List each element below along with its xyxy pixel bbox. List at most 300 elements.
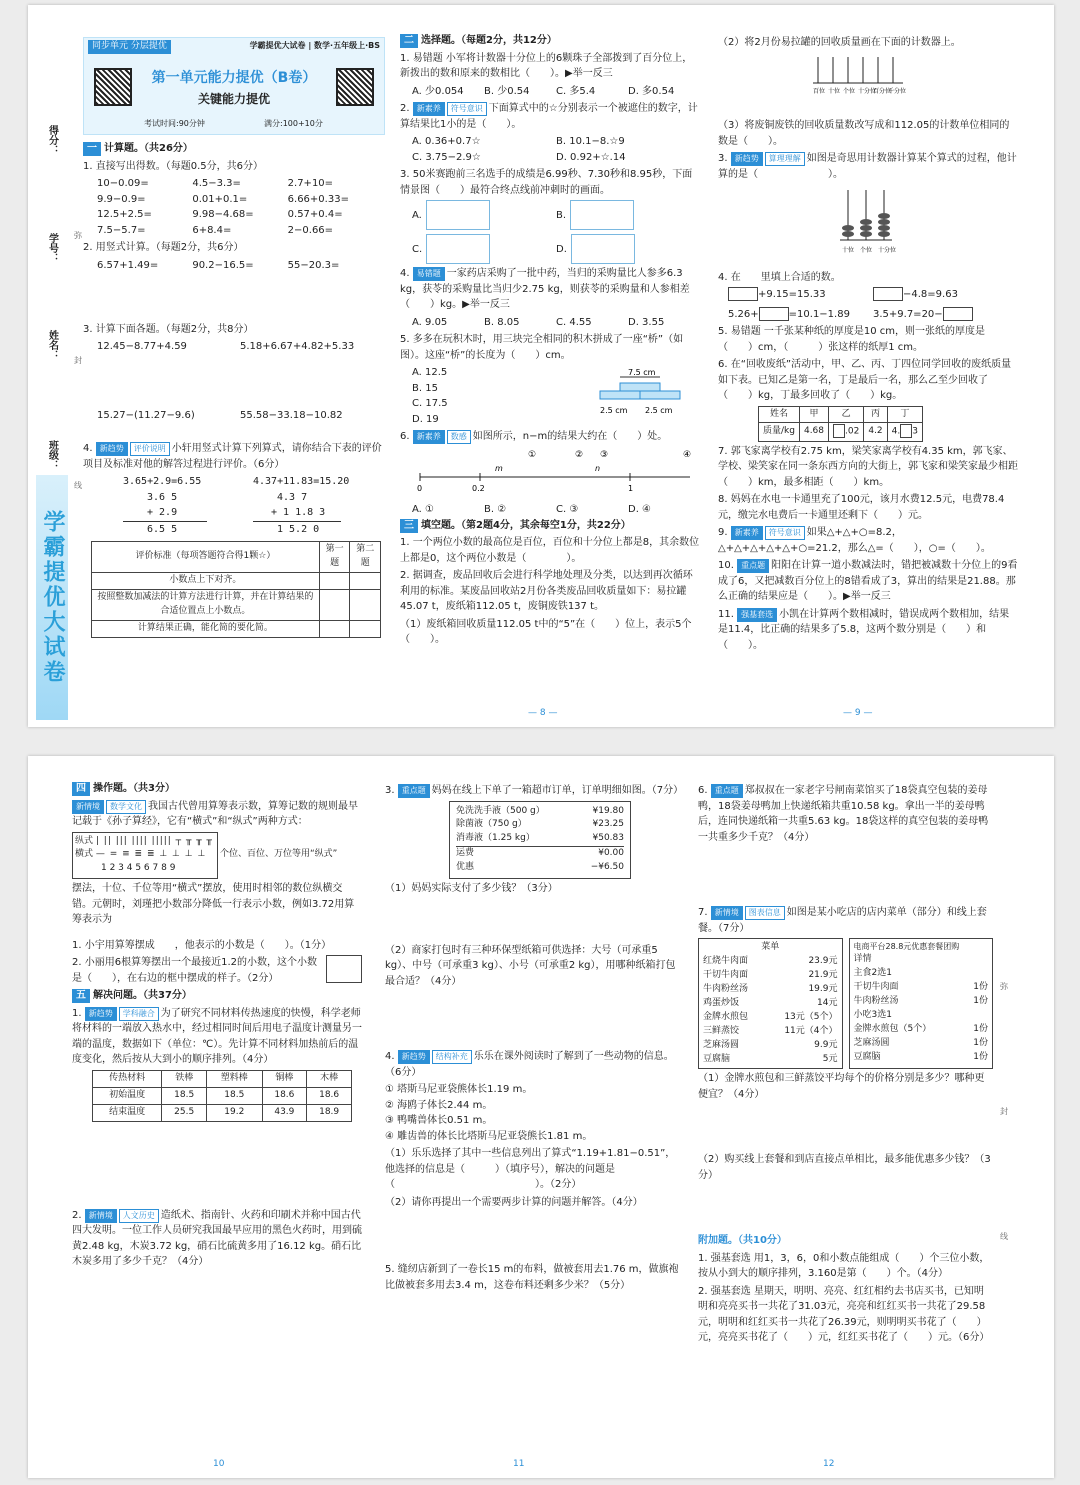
bottom-spread bbox=[28, 756, 1054, 1478]
menu-price: 14元 bbox=[817, 997, 838, 1008]
options bbox=[400, 134, 700, 165]
bridge-bottom-label: 2.5 cm bbox=[600, 406, 628, 415]
option: B. 10.1−8.☆9 bbox=[556, 136, 625, 147]
table-cell: 18.9 bbox=[307, 1104, 352, 1121]
student-id-label: 学号： bbox=[46, 233, 58, 263]
menu-item: 干切牛肉面 bbox=[703, 969, 749, 980]
question-text: （1）废纸箱回收质量112.05 t中的“5”在（ ）位上，表示5个（ ）。 bbox=[400, 618, 692, 645]
question-text: 4. 在 里填上合适的数。 bbox=[718, 271, 841, 283]
combo-item: 主食2选1 bbox=[853, 968, 892, 979]
combo-item: 小吃3选1 bbox=[853, 1010, 892, 1021]
table-row bbox=[759, 423, 923, 441]
menu-item: 牛肉粉丝汤 bbox=[703, 983, 749, 994]
option: C. bbox=[412, 244, 423, 255]
menu-row bbox=[703, 1011, 838, 1025]
table-header: 塑料棒 bbox=[207, 1070, 262, 1087]
combo-qty: 1份 bbox=[973, 982, 988, 993]
math-item: 9.9−0.9= bbox=[97, 193, 146, 205]
table-header: 第一题 bbox=[319, 542, 350, 573]
menu-row bbox=[703, 969, 838, 983]
table-cell: 19.2 bbox=[207, 1104, 262, 1121]
option: C. 4.55 bbox=[556, 316, 592, 328]
options bbox=[400, 502, 700, 518]
table-cell: 43.9 bbox=[262, 1104, 307, 1121]
question-tag: 新趋势 bbox=[85, 1007, 117, 1021]
receipt-item: 除菌液（750 g） bbox=[456, 819, 527, 830]
question-text: 一家药店采购了一批中药，当归的采购量比人参多6.3 kg，获苓的采购量比当归少2.75 kg，则获苓的采购量和人参相差（ ）kg。▶举一反三 bbox=[400, 268, 690, 310]
equation: 3.65+2.9=6.55 bbox=[123, 476, 202, 487]
math-item: 90.2−16.5= bbox=[192, 259, 254, 271]
bridge-diagram bbox=[590, 365, 700, 427]
abacus-label: 十位 bbox=[828, 87, 841, 95]
question-6: 6. 重点题 郑叔叔在一家老字号闸南菜馆买了18袋真空包装的姜母鸭，18袋姜母鸭加上快递纸箱共重10.58 kg。拿出一半的姜母鸭后，连同快递纸箱一共重5.63 kg。18袋这样的真空包装的姜母鸭一共重多少千克？（4分） bbox=[698, 785, 989, 843]
option: C. 3.75−2.9☆ bbox=[412, 151, 481, 163]
table-cell: 计算结果正确，能化简的要化简。 bbox=[92, 620, 320, 637]
column-p11 bbox=[385, 781, 685, 1295]
table-cell: 小数点上下对齐。 bbox=[92, 572, 320, 589]
table-header: 乙 bbox=[829, 406, 864, 423]
table-cell: 4.68 bbox=[799, 423, 828, 441]
option: A. 12.5 bbox=[412, 367, 448, 378]
store-menu bbox=[698, 938, 843, 1069]
info-item: ② 海鸥子体长2.44 m。 bbox=[385, 1099, 493, 1111]
math-item: 2−0.66= bbox=[287, 224, 334, 236]
binding-strip bbox=[28, 5, 76, 727]
question-tag: 结构补充 bbox=[432, 1050, 472, 1064]
fold-mark: 封 bbox=[1000, 1107, 1008, 1116]
question-9: 9. 新素养 符号意识 如果△+△+○=8.2，△+△+△+△+△+○=21.2，那么△=（ ），○=（ ）。 bbox=[718, 527, 991, 554]
question-tag: 重点题 bbox=[711, 784, 743, 798]
receipt-price: ¥50.83 bbox=[592, 833, 624, 844]
abacus-label: 十分位 bbox=[858, 87, 877, 95]
math-item: 7.5−5.7= bbox=[97, 224, 146, 236]
answer-box[interactable] bbox=[873, 287, 903, 301]
receipt-item: 免洗洗手液（500 g） bbox=[456, 805, 545, 816]
math-item: 12.45−8.77+4.59 bbox=[97, 341, 187, 352]
math-item: 0.57+0.4= bbox=[287, 209, 343, 220]
question-text: 6. 在“回收废纸”活动中，甲、乙、丙、丁四位同学回收的废纸质量如下表。已知乙是第一名，丁是最后一名，那么乙至少回收了（ ）kg，丁最多回收了（ ）kg。 bbox=[718, 359, 1012, 401]
math-item: 55−20.3= bbox=[287, 259, 340, 271]
question-tag: 新素养 bbox=[413, 430, 445, 444]
table-cell: 初始温度 bbox=[93, 1087, 162, 1104]
question-text: 2. 用竖式计算。（每题2分，共6分） bbox=[83, 242, 244, 253]
column-p10 bbox=[72, 781, 362, 1272]
question-2: 2. 新素养 符号意识 下面算式中的☆分别表示一个被遮住的数字，计算结果比1小的是（ ）。 bbox=[400, 103, 698, 130]
question-text: 摆法，十位、千位等用“横式”摆放，使用时相邻的数位纵横交错。元朝时，刘瑾把小数部分降低一行表示小数，例如3.72用算筹表示为 bbox=[72, 883, 355, 926]
table-cell: 4.2 bbox=[864, 423, 887, 441]
receipt-price: ¥23.25 bbox=[592, 819, 624, 830]
mark-4: ④ bbox=[683, 449, 692, 460]
section-num: 二 bbox=[400, 34, 418, 48]
question-text: 5. 多多在玩积木时，用三块完全相同的积木拼成了一座“桥”（如图）。这座“桥”的长度为（ ）cm。 bbox=[400, 334, 684, 361]
math-item: 5.18+6.67+4.82+5.33 bbox=[240, 341, 355, 352]
combo-qty: 1份 bbox=[973, 1024, 988, 1035]
column-p8-right bbox=[400, 33, 700, 650]
mark-1: ① bbox=[528, 449, 537, 460]
table-header: 木棒 bbox=[307, 1070, 352, 1087]
table-cell: 18.5 bbox=[162, 1087, 207, 1104]
receipt-item: 消毒液（1.25 kg） bbox=[456, 833, 535, 844]
menu-row bbox=[703, 1025, 838, 1039]
math-item: 9.98−4.68= bbox=[192, 209, 254, 220]
question-text: 1. 小宇用算筹摆成 ，他表示的小数是（ ）。（1分） bbox=[72, 939, 332, 951]
option: C. 17.5 bbox=[412, 398, 448, 409]
combo-qty: 1份 bbox=[973, 1038, 988, 1049]
abacus-label: 百位 bbox=[813, 87, 826, 95]
question-text: 5. 易错题 一千张某种纸的厚度是10 cm，则一张纸的厚度是（ ）cm，（ ）张这样的纸厚1 cm。 bbox=[718, 326, 986, 353]
question-tag: 新情境 bbox=[85, 1209, 117, 1223]
option: D. bbox=[556, 244, 567, 255]
question-tag: 数感 bbox=[447, 430, 471, 444]
tick-label: 0.2 bbox=[472, 483, 485, 493]
fill-item: −4.8=9.63 bbox=[903, 289, 958, 300]
question-text: 阳阳在计算一道小数减法时，错把被减数十分位上的9看成了6，又把减数百分位上的8错看成了3，算出的结果是21.88。那么正确的结果应是（ ）。▶举一反三 bbox=[718, 560, 1018, 603]
section-num: 四 bbox=[72, 782, 90, 796]
question-text: （1）金牌水煎包和三鲜蒸饺平均每个的价格分别是多少？哪种更便宜？（4分） bbox=[698, 1073, 985, 1100]
question-text: 5. 缝纫店新到了一卷长15 m的布料，做被套用去1.76 m，做旗袍比做被套多用去3.4 m，这卷布料还剩多少米？（5分） bbox=[385, 1264, 679, 1291]
runner-illustration bbox=[570, 200, 634, 230]
menu-title: 菜单 bbox=[761, 942, 780, 952]
combo-item: 详情 bbox=[853, 954, 872, 965]
menu-item: 鸡蛋炒饭 bbox=[703, 997, 740, 1008]
table-header: 第二题 bbox=[350, 542, 381, 573]
table-header: 铜棒 bbox=[262, 1070, 307, 1087]
page-title: 第一单元能力提优（B卷） bbox=[151, 70, 317, 86]
receipt-price: ¥19.80 bbox=[592, 805, 624, 816]
question-tag: 强基套选 bbox=[737, 608, 777, 622]
fill-item: 5.26+ bbox=[728, 308, 759, 320]
math-item: 6+8.4= bbox=[192, 224, 232, 236]
question-text: 如图所示，n−m的结果大约在（ ）处。 bbox=[472, 431, 668, 442]
unit-header bbox=[83, 37, 385, 135]
option: D. 3.55 bbox=[628, 316, 665, 328]
combo-row bbox=[854, 1037, 989, 1051]
question-text: 小轩用竖式计算下列算式，请你结合下表的评价项目及标准对他的解答过程进行评价。（6分） bbox=[83, 443, 382, 470]
option: C. ③ bbox=[556, 504, 579, 515]
table-cell: .02 bbox=[845, 426, 860, 437]
question-text: 2. 据调查，废品回收后会进行科学地处理及分类，以达到再次循环利用的标准。某废品回收站2月份各类废品回收质量如下：易拉罐45.07 t，废纸箱112.05 t，废铜废铁137 t。 bbox=[400, 570, 693, 612]
option: D. 0.92+☆.14 bbox=[556, 151, 626, 163]
question-text: 造纸术、指南针、火药和印刷术并称中国古代四大发明。一位工作人员研究我国最早应用的黑色火药时，用到硫黄2.48 kg，木炭3.72 kg，硝石比硫黄多用了16.12 kg。硝石比木炭多用了多少千克？（4分） bbox=[72, 1209, 362, 1268]
fold-mark: 弥 bbox=[74, 231, 82, 240]
info-item: ③ 鸭嘴兽体长0.51 m。 bbox=[385, 1115, 493, 1127]
question-tag: 算理理解 bbox=[765, 152, 805, 166]
question-2: 2. 新情境 人文历史 造纸术、指南针、火药和印刷术并称中国古代四大发明。一位工作人员研究我国最早应用的黑色火药时，用到硫黄2.48 kg，木炭3.72 kg，硝石比硫黄多用了16.12 kg。硝石比木炭多用了多少千克？（4分） bbox=[72, 1209, 362, 1268]
combo-row bbox=[854, 995, 989, 1009]
bridge-question bbox=[400, 365, 700, 427]
question-tag: 易错题 bbox=[413, 267, 445, 281]
question-text: 8. 妈妈在水电一卡通里充了100元，该月水费12.5元，电费78.4元，缴完水电费后一卡通里还剩下（ ）元。 bbox=[718, 494, 1005, 521]
rod-numbers: 1 2 3 4 5 6 7 8 9 bbox=[101, 863, 176, 874]
table-cell: 18.6 bbox=[262, 1087, 307, 1104]
question-3: 3. 重点题 妈妈在线上下单了一箱超市订单，订单明细如图。（7分） bbox=[385, 785, 684, 796]
menu-price: 23.9元 bbox=[808, 955, 838, 966]
question-tag: 新趋势 bbox=[398, 1050, 430, 1064]
mark-2: ② bbox=[575, 449, 584, 460]
table-header: 铁棒 bbox=[162, 1070, 207, 1087]
evaluation-table bbox=[91, 541, 381, 638]
question-text: 7. 郭飞家离学校有2.75 km，梁笑家离学校有4.35 km，郭飞家、学校、梁笑家在同一条东西方向的大街上，郭飞家和梁笑家最少相距（ ）km，最多相距（ ）km。 bbox=[718, 445, 1018, 488]
question-6: 6. 新素养 数感 如图所示，n−m的结果大约在（ ）处。 bbox=[400, 431, 668, 442]
equation: 4.37+11.83=15.20 bbox=[253, 476, 350, 487]
abacus-label: 十位 bbox=[842, 247, 855, 254]
question-text: 妈妈在线上下单了一箱超市订单，订单明细如图。（7分） bbox=[431, 785, 684, 796]
qr-code bbox=[336, 68, 374, 106]
mental-math-grid bbox=[83, 176, 383, 238]
table-header: 传热材料 bbox=[93, 1070, 162, 1087]
question-4: 4. 新趋势 结构补充 乐乐在课外阅读时了解到了一些动物的信息。（6分） bbox=[385, 1051, 674, 1078]
question-tag: 符号意识 bbox=[765, 526, 805, 540]
table-cell: 4. bbox=[891, 426, 901, 437]
class-label: 班级： bbox=[46, 440, 58, 470]
question-tag: 图表信息 bbox=[745, 906, 785, 920]
combo-item: 牛肉粉丝汤 bbox=[853, 996, 899, 1007]
menu-price: 5元 bbox=[822, 1053, 838, 1064]
table-row bbox=[92, 572, 381, 589]
option: A. 少0.054 bbox=[412, 85, 464, 97]
math-item: 55.58−33.18−10.82 bbox=[240, 410, 343, 421]
page-number: 11 bbox=[513, 1459, 525, 1470]
page-number: — 9 — bbox=[843, 708, 873, 719]
table-header: 评价标准（每项答题符合得1颗☆） bbox=[92, 542, 320, 573]
question-tag: 新情境 bbox=[72, 800, 104, 814]
question-text: （3）将废铜废铁的回收质量数改写成和112.05的计数单位相同的数是（ ）。 bbox=[718, 120, 1010, 147]
option: D. 多0.54 bbox=[628, 85, 675, 97]
answer-box[interactable] bbox=[728, 287, 758, 301]
order-receipt bbox=[449, 801, 631, 880]
table-cell: 3 bbox=[912, 426, 918, 437]
bonus-title: 附加题。（共10分） bbox=[698, 1235, 787, 1247]
combo-row bbox=[854, 1023, 989, 1037]
work-line: 1 5.2 0 bbox=[277, 523, 320, 535]
answer-box[interactable] bbox=[900, 424, 912, 438]
work-line: 6.5 5 bbox=[147, 523, 178, 535]
qr-code bbox=[94, 68, 132, 106]
receipt-row bbox=[456, 805, 624, 819]
option: B. 8.05 bbox=[484, 316, 520, 328]
top-spread bbox=[28, 5, 1054, 727]
answer-box[interactable] bbox=[326, 955, 362, 983]
table-cell: 质量/kg bbox=[759, 423, 800, 441]
page-subtitle: 关键能力提优 bbox=[197, 92, 270, 106]
table-header: 姓名 bbox=[759, 406, 800, 423]
menu-row bbox=[703, 1039, 838, 1053]
combo-row bbox=[854, 1009, 989, 1023]
fold-mark: 封 bbox=[74, 356, 82, 365]
section-title: 填空题。（第2题4分，其余每空1分，共22分） bbox=[421, 519, 631, 531]
answer-box[interactable] bbox=[833, 424, 845, 438]
table-cell: 18.6 bbox=[307, 1087, 352, 1104]
question-text: （2）购买线上套餐和到店直接点单相比，最多能优惠多少钱？（3分） bbox=[698, 1154, 991, 1181]
question-text: （2）将2月份易拉罐的回收质量画在下面的计数器上。 bbox=[718, 37, 961, 48]
vertical-calc-grid bbox=[83, 258, 383, 320]
section-title: 选择题。（每题2分，共12分） bbox=[421, 35, 557, 46]
table-cell: 结束温度 bbox=[93, 1104, 162, 1121]
menu-item: 红烧牛肉面 bbox=[703, 955, 749, 966]
receipt-row bbox=[456, 847, 624, 861]
table-header: 丙 bbox=[864, 406, 887, 423]
option: A. bbox=[412, 210, 422, 221]
math-item: 15.27−(11.27−9.6) bbox=[97, 410, 195, 421]
runner-illustration bbox=[426, 234, 490, 264]
question-2 bbox=[72, 955, 362, 986]
question-text: 小凯在计算两个数相减时，错误成两个数相加，结果是11.4，比正确的结果多了5.8，这两个数分别是（ ）和（ ）。 bbox=[718, 608, 1010, 651]
bridge-bottom-label: 2.5 cm bbox=[645, 406, 673, 415]
question-4: 4. 新趋势 评价说明 小轩用竖式计算下列算式，请你结合下表的评价项目及标准对他的解答过程进行评价。（6分） bbox=[83, 443, 382, 470]
runner-illustration bbox=[571, 234, 635, 264]
abacus-label: 个位 bbox=[860, 247, 873, 254]
section-title: 操作题。（共3分） bbox=[93, 783, 175, 794]
question-tag: 重点题 bbox=[398, 784, 430, 798]
brand-banner: 学霸提优大试卷 bbox=[36, 475, 68, 720]
option: A. ① bbox=[412, 504, 434, 515]
section-title: 计算题。（共26分） bbox=[104, 143, 193, 154]
answer-box[interactable] bbox=[943, 307, 973, 321]
receipt-item: 运费 bbox=[456, 848, 475, 859]
receipt-row bbox=[456, 832, 624, 847]
name-label: 姓名： bbox=[46, 330, 58, 360]
question-text: （2）请你再提出一个需要两步计算的问题并解答。（4分） bbox=[385, 1196, 643, 1208]
full-score: 满分:100+10分 bbox=[264, 119, 323, 128]
table-cell: 18.5 bbox=[207, 1087, 262, 1104]
menu-price: 11元（4个） bbox=[784, 1025, 838, 1036]
question-text: 1. 易错题 小军将计数器十分位上的6颗珠子全部拨到了百分位上，新拨出的数和原来的数相比（ ）。▶举一反三 bbox=[400, 52, 693, 79]
table-header: 甲 bbox=[799, 406, 828, 423]
counting-rods: 纵式 | || ||| |||| ||||| ┬ ╥ ╥ ╥ 横式 — = ≡ ≣ ≣ ⊥ ⊥ ⊥ ⊥ 1 2 3 4 5 6 7 8 9 个位、百位、万位等用“纵式” bbox=[72, 832, 362, 880]
image-options bbox=[400, 200, 700, 264]
question-text: （2）商家打包时有三种环保型纸箱可供选择：大号（可承重5 kg）、中号（可承重3 kg）、小号（可承重2 kg），用哪种纸箱打包最合适？（4分） bbox=[385, 944, 676, 987]
score-label: 得分： bbox=[46, 125, 58, 155]
abacus-beads bbox=[718, 184, 1018, 262]
question-11: 11. 强基套选 小凯在计算两个数相减时，错误成两个数相加，结果是11.4，比正确的结果多了5.8，这两个数分别是（ ）和（ ）。 bbox=[718, 608, 1010, 651]
question-text: 2. 小丽用6根算筹摆出一个最接近1.2的小数，这个小数是（ ），在右边的框中摆成的样子。（2分） bbox=[72, 957, 317, 984]
question-10: 10. 重点题 阳阳在计算一道小数减法时，错把被减数十分位上的9看成了6，又把减数百分位上的8错看成了3，算出的结果是21.88。那么正确的结果应是（ ）。▶举一反三 bbox=[718, 560, 1018, 603]
column-p12 bbox=[698, 781, 993, 1348]
abacus-label: 十分位 bbox=[878, 247, 897, 254]
question-text: 1. 直接写出得数。（每题0.5分，共6分） bbox=[83, 160, 263, 172]
option: A. 9.05 bbox=[412, 316, 448, 328]
work-line: 4.3 7 bbox=[277, 491, 308, 503]
page-number: — 8 — bbox=[528, 708, 558, 719]
option: B. 15 bbox=[412, 382, 438, 394]
menu-price: 9.9元 bbox=[814, 1039, 838, 1050]
combo-row bbox=[854, 967, 989, 981]
combo-item: 金牌水煎包（5个） bbox=[853, 1024, 932, 1035]
menu-price: 19.9元 bbox=[808, 983, 838, 994]
combo-row bbox=[854, 953, 989, 967]
math-item: 4.5−3.3= bbox=[192, 178, 241, 189]
receipt-item: 优惠 bbox=[456, 862, 475, 873]
combo-item: 芝麻汤圆 bbox=[853, 1038, 890, 1049]
question-text: 3. 50米赛跑前三名选手的成绩是6.99秒、7.30秒和8.95秒，下面情景图（ ）最符合终点线前冲刺时的画面。 bbox=[400, 169, 693, 196]
mark-3: ③ bbox=[600, 449, 609, 460]
menu-item: 芝麻汤圆 bbox=[703, 1039, 740, 1050]
question-text: 1. 强基套选 用1，3，6，0和小数点能组成（ ）个三位小数，按从小到大的顺序排列，3.160是第（ ）个。（4分） bbox=[698, 1252, 990, 1280]
option: A. 0.36+0.7☆ bbox=[412, 136, 481, 147]
question-tag: 重点题 bbox=[737, 559, 769, 573]
question-text: 如图是某小吃店的店内菜单（部分）和线上套餐。（7分） bbox=[698, 907, 987, 934]
menu-item: 三鲜蒸饺 bbox=[703, 1025, 740, 1036]
tick-label: 1 bbox=[628, 483, 634, 493]
menu-row bbox=[703, 983, 838, 997]
question-tag: 新趋势 bbox=[96, 442, 128, 456]
fold-mark: 弥 bbox=[1000, 982, 1008, 991]
work-line: 3.6 5 bbox=[147, 491, 178, 503]
option: D. 19 bbox=[412, 413, 439, 425]
question-tag: 符号意识 bbox=[447, 102, 487, 116]
combo-menu bbox=[849, 938, 994, 1069]
fill-item: +9.15=15.33 bbox=[758, 289, 826, 300]
math-item: 6.66+0.33= bbox=[287, 193, 349, 205]
question-7: 7. 新情境 图表信息 如图是某小吃店的店内菜单（部分）和线上套餐。（7分） bbox=[698, 907, 987, 934]
question-text: 2. 强基套选 星期天，明明、亮亮、红红相约去书店买书，已知明明和亮亮买书一共花了31.03元，亮亮和红红买书一共花了29.58元，明明和红红买书一共花了26.39元，则明明买书花了（ ）元，亮亮买书花了（ ）元，红红买书花了（ ）元。（6分） bbox=[698, 1285, 990, 1344]
number-line bbox=[400, 447, 700, 497]
table-header: 丁 bbox=[887, 406, 922, 423]
combo-row bbox=[854, 1051, 989, 1065]
question-tag: 新素养 bbox=[413, 102, 445, 116]
menu-area bbox=[698, 938, 993, 1069]
fill-item: =10.1−1.89 bbox=[788, 308, 850, 320]
combo-qty: 1份 bbox=[973, 1051, 988, 1062]
abacus-label: 百分位 bbox=[873, 87, 892, 95]
receipt-price: ¥0.00 bbox=[598, 848, 624, 859]
answer-box[interactable] bbox=[759, 307, 789, 321]
option: B. 少0.54 bbox=[484, 85, 530, 97]
question-text: 乐乐在课外阅读时了解到了一些动物的信息。（6分） bbox=[385, 1051, 674, 1078]
option: B. bbox=[556, 210, 567, 221]
calc-grid bbox=[83, 339, 383, 439]
menu-row bbox=[703, 997, 838, 1011]
paper-table bbox=[758, 406, 923, 442]
receipt-row bbox=[456, 861, 624, 875]
option: B. ② bbox=[484, 504, 507, 515]
combo-row bbox=[854, 981, 989, 995]
rod-label: 横式 bbox=[75, 849, 94, 860]
menu-price: 13元（5个） bbox=[784, 1011, 838, 1022]
menu-row bbox=[703, 1053, 838, 1067]
question-text: 如图是奇思用计数器计算某个算式的过程，他计算的是（ ）。 bbox=[718, 153, 1017, 180]
abacus-label: 千分位 bbox=[888, 87, 907, 95]
question-text: （1）乐乐选择了其中一些信息列出了算式“1.19+1.81−0.51”，他选择的信息是（ ）（填序号），解决的问题是（ ）。（2分） bbox=[385, 1148, 676, 1191]
column-p9 bbox=[718, 33, 1018, 655]
menu-item: 金牌水煎包 bbox=[703, 1011, 749, 1022]
bridge-top-label: 7.5 cm bbox=[628, 368, 656, 377]
question-tag: 学科融合 bbox=[119, 1007, 159, 1021]
question-text: 为了研究不同材料传热速度的快慢，科学老师将材料的一端放入热水中，经过相同时间后用电子温度计测量另一端的温度，数据如下（单位：℃）。先计算不同材料加热前后的温度变化，然后按从大到小的顺序排列。（4分） bbox=[72, 1007, 362, 1066]
question-text: 如果△+△+○=8.2，△+△+△+△+△+○=21.2，那么△=（ ），○=（ ）。 bbox=[718, 527, 991, 554]
table-cell: 25.5 bbox=[162, 1104, 207, 1121]
combo-qty: 1份 bbox=[973, 996, 988, 1007]
table-row bbox=[93, 1087, 352, 1104]
question-text: 1. 一个两位小数的最高位是百位，百位和十分位上都是8，其余数位上都是0，这个两位小数是（ ）。 bbox=[400, 537, 700, 564]
question-tag: 评价说明 bbox=[130, 442, 170, 456]
section-title: 解决问题。（共37分） bbox=[93, 990, 192, 1002]
question-1: 1. 新趋势 学科融合 为了研究不同材料传热速度的快慢，科学老师将材料的一端放入热水中，经过相同时间后用电子温度计测量另一端的温度，数据如下（单位：℃）。先计算不同材料加热前后的温度变化，然后按从大到小的顺序排列。（4分） bbox=[72, 1007, 362, 1066]
question-text: （1）妈妈实际支付了多少钱？（3分） bbox=[385, 883, 558, 895]
question-tag: 新素养 bbox=[731, 526, 763, 540]
fill-grid bbox=[718, 287, 1018, 322]
page-number: 12 bbox=[823, 1459, 835, 1470]
question-text: 下面算式中的☆分别表示一个被遮住的数字，计算结果比1小的是（ ）。 bbox=[400, 103, 698, 130]
option: D. ④ bbox=[628, 504, 652, 515]
page-number: 10 bbox=[213, 1459, 225, 1470]
menu-row bbox=[703, 955, 838, 969]
intro bbox=[72, 799, 362, 830]
info-item: ① 塔斯马尼亚袋熊体长1.19 m。 bbox=[385, 1084, 533, 1096]
table-row bbox=[92, 620, 381, 637]
math-item: 0.01+0.1= bbox=[192, 193, 248, 205]
question-text: 3. 计算下面各题。（每题2分，共8分） bbox=[83, 323, 254, 335]
